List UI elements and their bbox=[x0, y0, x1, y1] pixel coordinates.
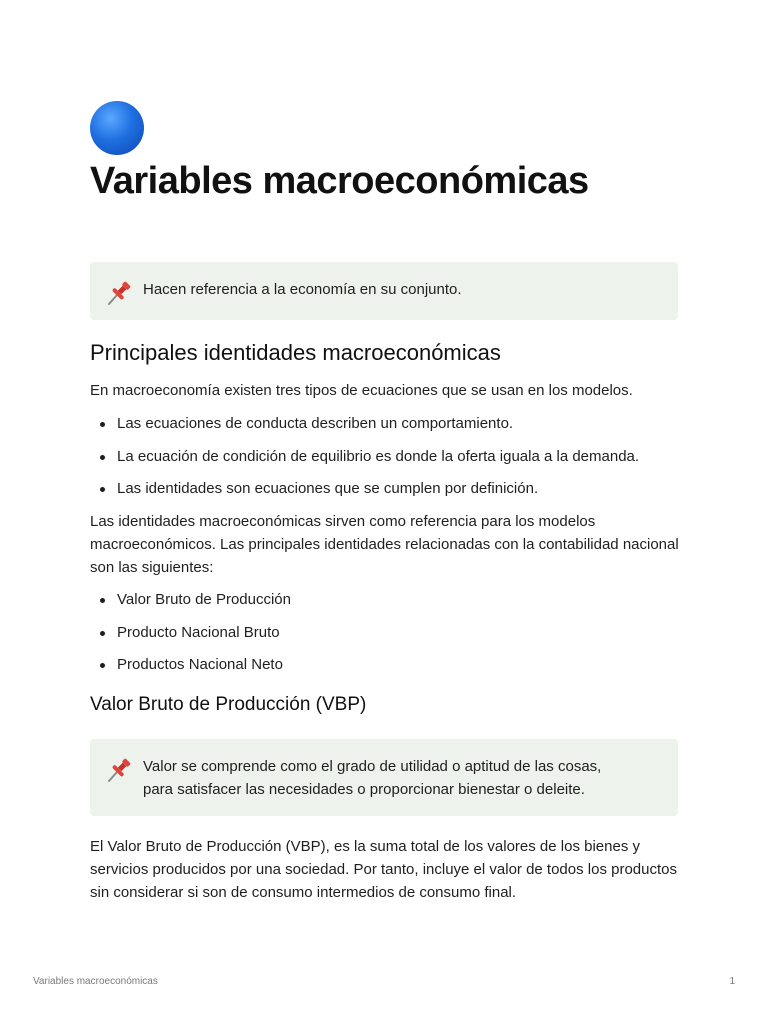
list-item: La ecuación de condición de equilibrio es donde la oferta iguala a la demanda. bbox=[90, 445, 690, 468]
page-number: 1 bbox=[729, 976, 735, 987]
paragraph-intro: En macroeconomía existen tres tipos de ecuaciones que se usan en los modelos. bbox=[90, 382, 633, 399]
list-item: Producto Nacional Bruto bbox=[90, 621, 690, 644]
callout-economy bbox=[90, 262, 678, 320]
list-item: Valor Bruto de Producción bbox=[90, 588, 690, 611]
paragraph-vbp: El Valor Bruto de Producción (VBP), es la suma total de los valores de los bienes y servicios producidos por una sociedad. Por tanto, incluye el valor de todos los productos sin considerar si son de consumo intermedios de consumo final. bbox=[90, 838, 677, 901]
list-item: Las identidades son ecuaciones que se cumplen por definición. bbox=[90, 477, 690, 500]
callout-value bbox=[90, 739, 678, 816]
pushpin-icon bbox=[104, 278, 134, 308]
callout-text-line-2: para satisfacer las necesidades o proporcionar bienestar o deleite. bbox=[143, 781, 585, 798]
list-item: Las ecuaciones de conducta describen un comportamiento. bbox=[90, 412, 690, 435]
blue-circle-icon bbox=[90, 101, 144, 155]
section-heading-vbp: Valor Bruto de Producción (VBP) bbox=[90, 694, 367, 715]
equation-types-list bbox=[90, 412, 690, 510]
footer-title: Variables macroeconómicas bbox=[33, 976, 158, 987]
list-item: Productos Nacional Neto bbox=[90, 653, 690, 676]
page-title: Variables macroeconómicas bbox=[90, 160, 589, 202]
pushpin-icon bbox=[104, 755, 134, 785]
callout-text: Hacen referencia a la economía en su conjunto. bbox=[143, 281, 462, 298]
identities-list bbox=[90, 588, 690, 686]
callout-text-line-1: Valor se comprende como el grado de utilidad o aptitud de las cosas, bbox=[143, 758, 602, 775]
paragraph-identities: Las identidades macroeconómicas sirven como referencia para los modelos macroeconómicos. Las principales identidades relacionadas con la contabilidad nacional son las siguientes: bbox=[90, 513, 679, 576]
section-heading-identities: Principales identidades macroeconómicas bbox=[90, 340, 501, 365]
